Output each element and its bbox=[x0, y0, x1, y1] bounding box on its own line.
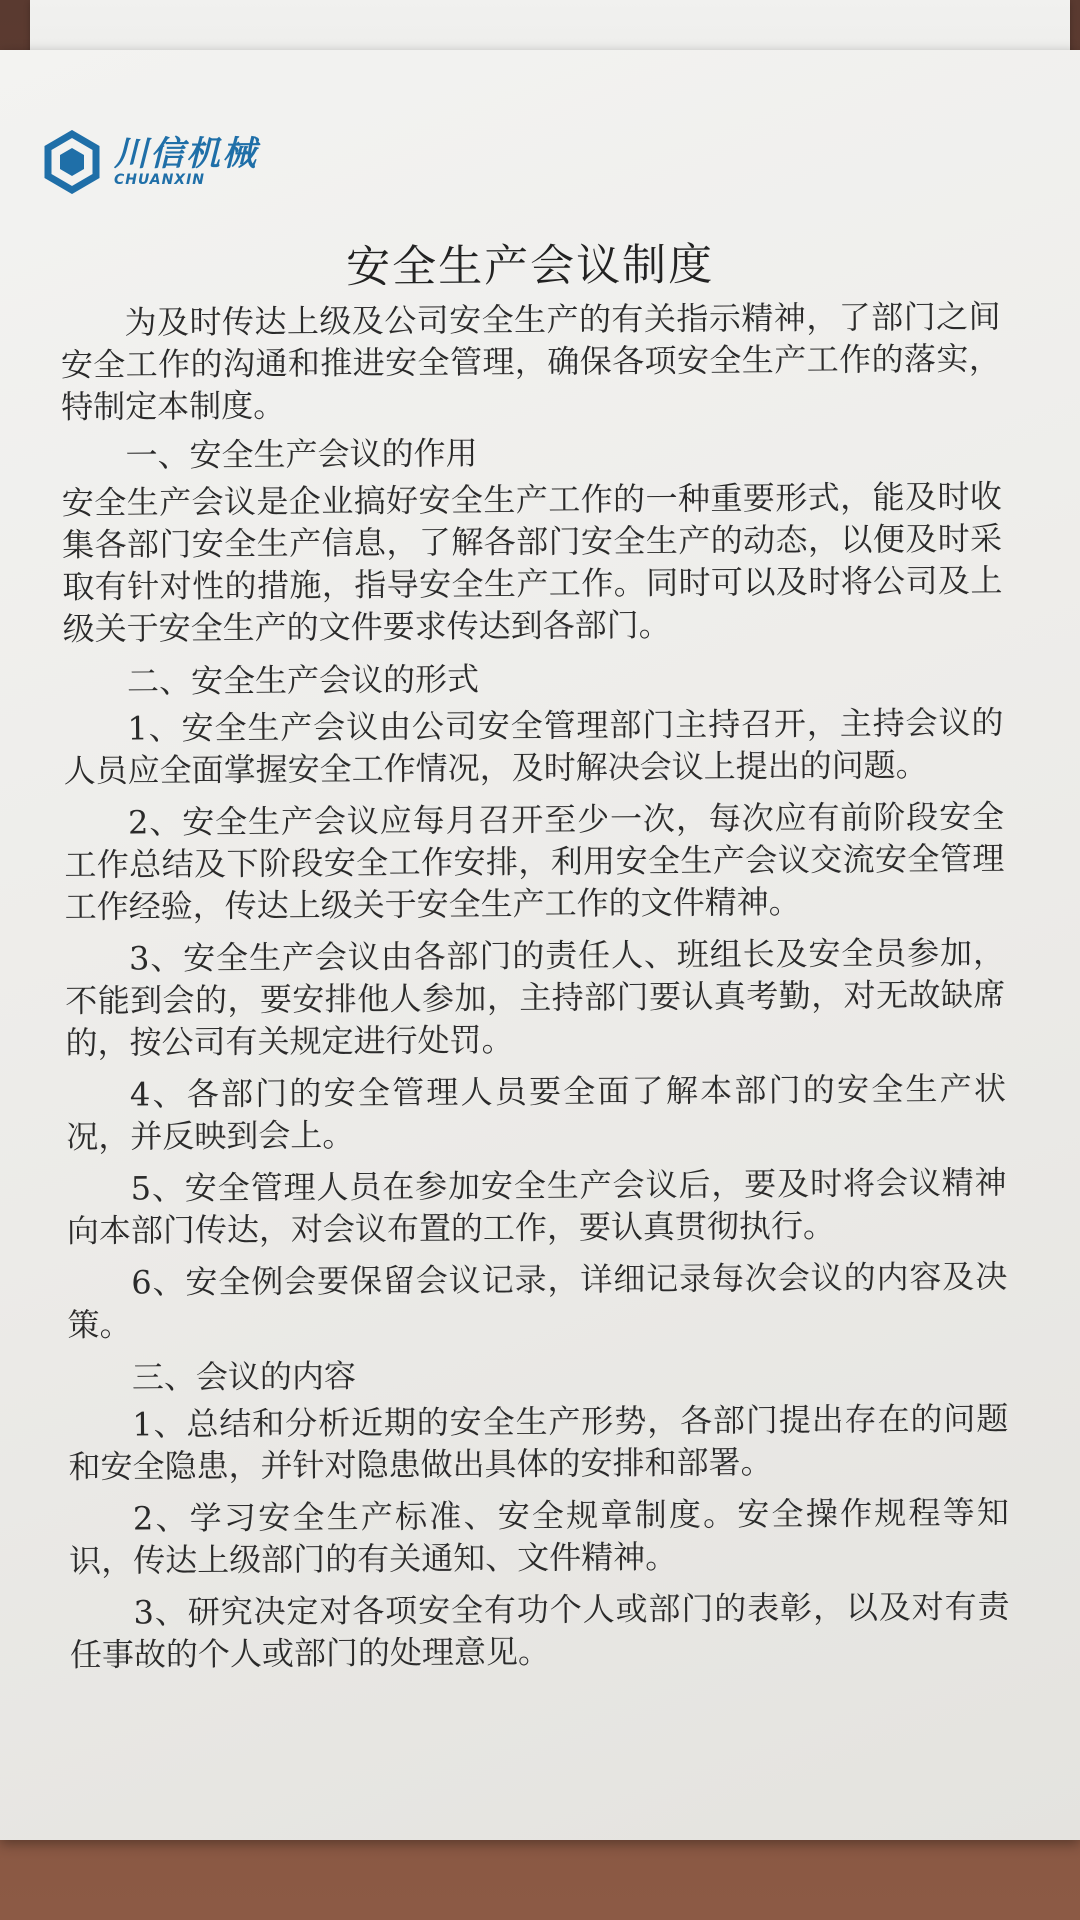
document-page bbox=[0, 50, 1080, 1840]
section-2-item-3: 3、安全生产会议由各部门的责任人、班组长及安全员参加，不能到会的，要安排他人参加，主持部门要认真考勤，对无故缺席的，按公司有关规定进行处罚。 bbox=[65, 933, 1006, 1062]
logo-wordmark bbox=[114, 136, 258, 188]
section-heading-3: 三、会议的内容 bbox=[131, 1356, 357, 1397]
document-body bbox=[60, 233, 1010, 1686]
hexagon-logo-icon bbox=[40, 130, 104, 194]
section-2-item-4: 4、各部门的安全管理人员要全面了解本部门的安全生产状况，并反映到会上。 bbox=[66, 1069, 1007, 1156]
section-heading-2: 二、安全生产会议的形式 bbox=[126, 660, 480, 701]
document-title: 安全生产会议制度 bbox=[346, 239, 715, 294]
section-2-item-6: 6、安全例会要保留会议记录，详细记录每次会议的内容及决策。 bbox=[67, 1257, 1008, 1344]
section-heading-1: 一、安全生产会议的作用 bbox=[125, 434, 478, 475]
logo-name-cn: 川信机械 bbox=[114, 134, 258, 174]
section-2-item-1: 1、安全生产会议由公司安全管理部门主持召开，主持会议的人员应全面掌握安全工作情况，及时解决会议上提出的问题。 bbox=[63, 703, 1004, 790]
intro-paragraph: 为及时传达上级及公司安全生产的有关指示精神，了部门之间安全工作的沟通和推进安全管理，确保各项安全生产工作的落实，特制定本制度。 bbox=[60, 297, 1001, 426]
company-logo bbox=[40, 130, 258, 194]
logo-name-en: CHUANXIN bbox=[114, 172, 206, 188]
section-1-paragraph-1: 安全生产会议是企业搞好安全生产工作的一种重要形式，能及时收集各部门安全生产信息，了解各部门安全生产的动态，以便及时采取有针对性的措施，指导安全生产工作。同时可以及时将公司及上级关于安全生产的文件要求传达到各部门。 bbox=[61, 477, 1003, 648]
section-3-item-1: 1、总结和分析近期的安全生产形势，各部门提出存在的问题和安全隐患，并针对隐患做出具体的安排和部署。 bbox=[68, 1399, 1009, 1486]
section-2-item-5: 5、安全管理人员在参加安全生产会议后，要及时将会议精神向本部门传达，对会议布置的工作，要认真贯彻执行。 bbox=[66, 1163, 1007, 1250]
section-3-item-2: 2、学习安全生产标准、安全规章制度。安全操作规程等知识，传达上级部门的有关通知、文件精神。 bbox=[69, 1493, 1010, 1580]
section-3-item-3: 3、研究决定对各项安全有功个人或部门的表彰，以及对有责任事故的个人或部门的处理意见。 bbox=[69, 1587, 1010, 1674]
section-2-item-2: 2、安全生产会议应每月召开至少一次，每次应有前阶段安全工作总结及下阶段安全工作安排，利用安全生产会议交流安全管理工作经验，传达上级关于安全生产工作的文件精神。 bbox=[64, 797, 1005, 926]
